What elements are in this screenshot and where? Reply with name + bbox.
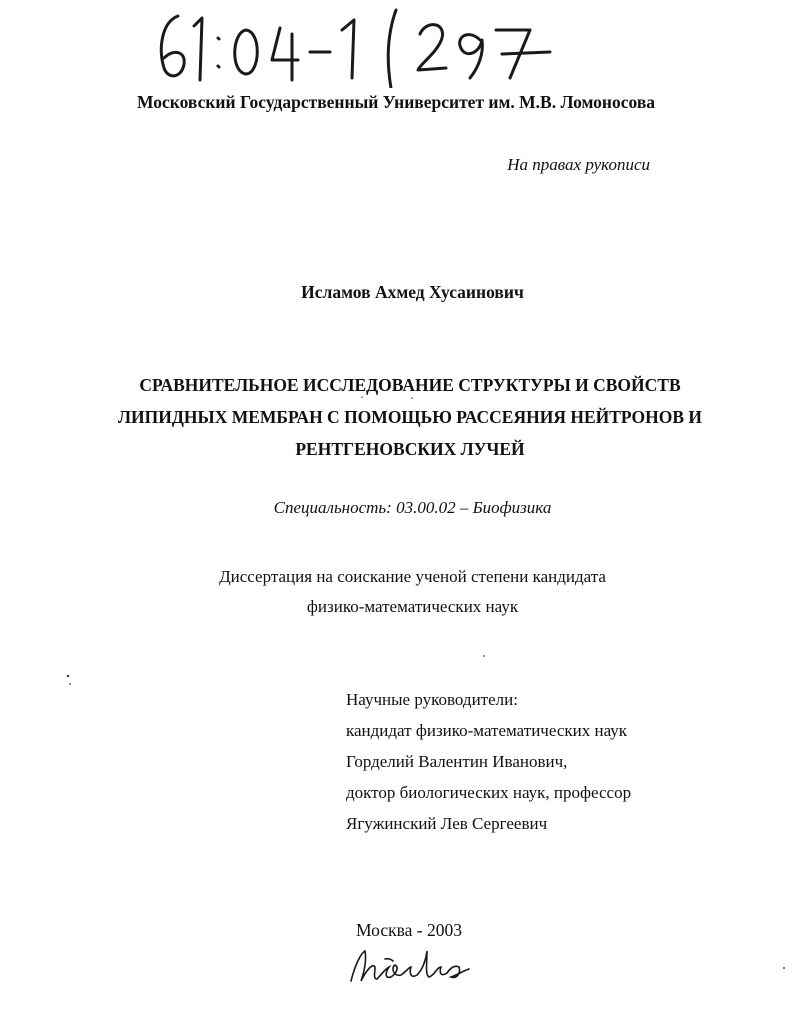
rights-note: На правах рукописи xyxy=(507,155,650,174)
title-line: ЛИПИДНЫХ МЕМБРАН С ПОМОЩЬЮ РАССЕЯНИЯ НЕЙТРОНОВ И xyxy=(117,407,702,427)
title-line: РЕНТГЕНОВСКИХ ЛУЧЕЙ xyxy=(295,439,525,459)
handwritten-signature xyxy=(345,945,475,990)
author-name: Исламов Ахмед Хусаинович xyxy=(301,282,524,302)
supervisors-heading: Научные руководители: xyxy=(346,690,518,709)
dissertation-title xyxy=(80,369,740,465)
supervisor-degree: доктор биологических наук, профессор xyxy=(346,783,632,802)
degree-statement xyxy=(0,562,792,622)
title-line: СРАВНИТЕЛЬНОЕ ИССЛЕДОВАНИЕ СТРУКТУРЫ И СВОЙСТВ xyxy=(139,375,681,395)
degree-line: Диссертация на соискание ученой степени кандидата xyxy=(219,567,606,586)
supervisors-block xyxy=(346,684,631,839)
university-name: Московский Государственный Университет им. М.В. Ломоносова xyxy=(136,92,656,112)
specialty: Специальность: 03.00.02 – Биофизика xyxy=(273,498,552,517)
city-year: Москва - 2003 xyxy=(356,920,462,940)
supervisor-name: Горделий Валентин Иванович, xyxy=(346,752,568,771)
supervisor-name: Ягужинский Лев Сергеевич xyxy=(346,814,548,833)
supervisor-degree: кандидат физико-математических наук xyxy=(346,721,628,740)
degree-line: физико-математических наук xyxy=(306,597,519,616)
handwritten-shelfmark xyxy=(150,8,560,88)
